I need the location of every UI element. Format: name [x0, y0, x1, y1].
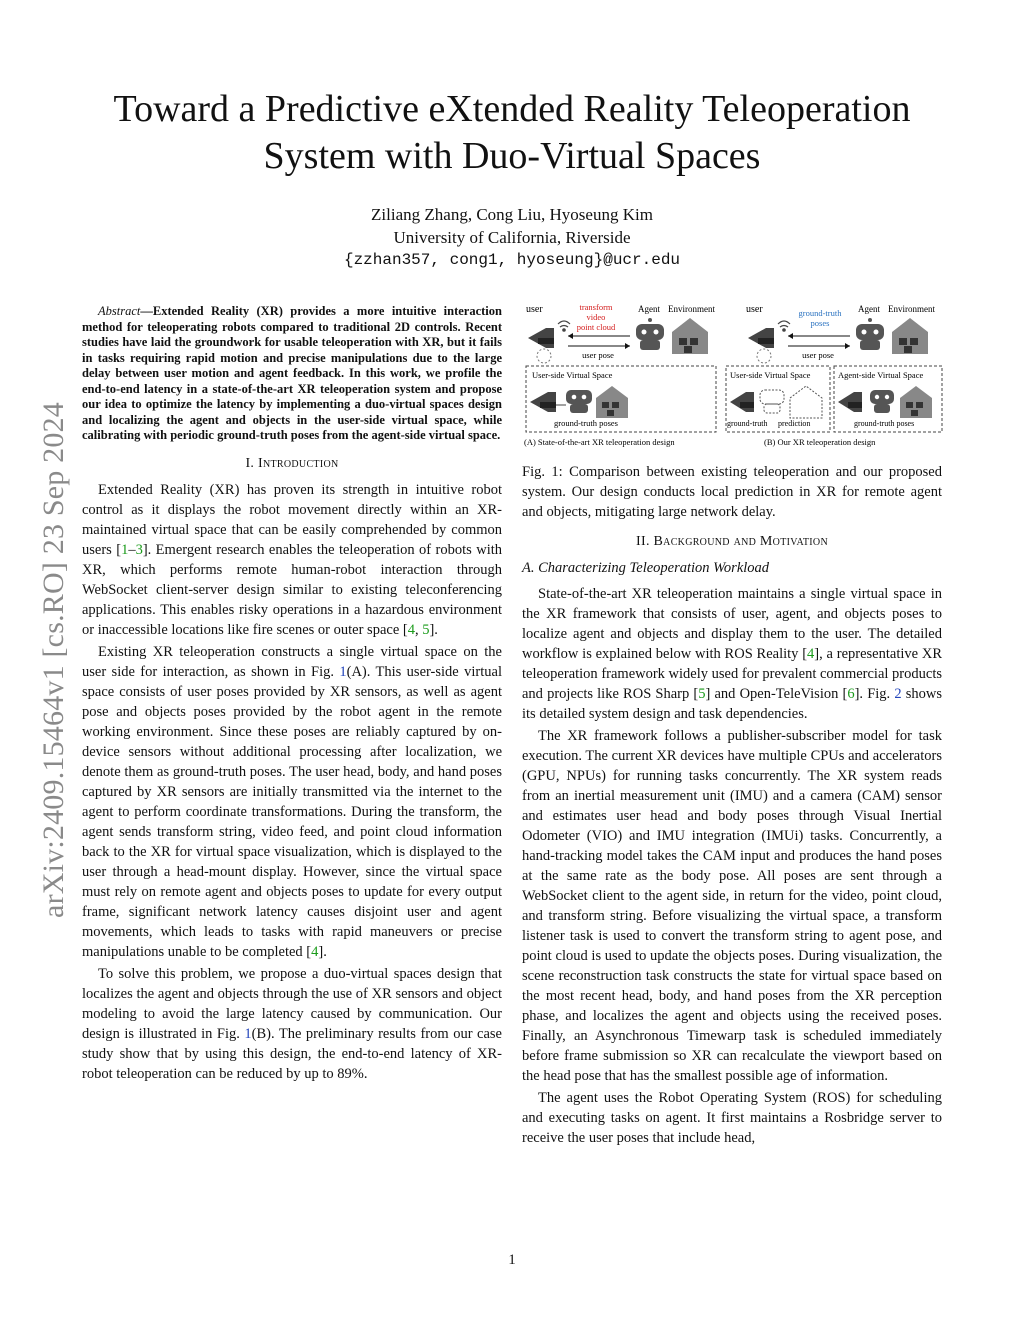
figure-1 [524, 298, 944, 448]
text: , [414, 621, 423, 638]
fig-label-user: user [746, 304, 763, 315]
robot-icon [870, 390, 894, 413]
intro-paragraph-3 [82, 964, 502, 1084]
fig-label-ground-truth-poses: ground-truth poses [854, 419, 915, 428]
citation-link[interactable]: 4 [311, 943, 319, 960]
background-paragraph-1 [522, 584, 942, 724]
wifi-icon [558, 321, 570, 331]
fig-label-prediction: prediction [778, 419, 811, 428]
fig-label-poses: poses [810, 318, 830, 328]
subsection-heading: A. Characterizing Teleoperation Workload [522, 560, 770, 576]
fig-label-user-pose: user pose [582, 350, 614, 360]
authors: Ziliang Zhang, Cong Liu, Hyoseung Kim [371, 205, 653, 224]
text: – [128, 541, 136, 558]
headset-icon [838, 392, 862, 412]
fig-label-environment: Environment [668, 304, 715, 314]
robot-icon [566, 390, 592, 413]
panel-b [726, 304, 942, 447]
headset-icon [730, 392, 754, 412]
fig-label-point-cloud: point cloud [576, 322, 616, 332]
text: ]. Emergent research enables the teleoperation of robots with XR, which performs remote human-robot interaction through WebSocket client-server design similar to existing teleconferencing applications. This enables risky operations in a hazardous environment or inaccessible locations like fire scenes or outer space [ [82, 541, 502, 638]
text: ]. [429, 621, 438, 638]
headset-icon [530, 392, 566, 412]
house-icon [900, 386, 932, 418]
text: ], a representative XR teleoperation framework widely used for prevalent commercial products and projects like ROS Sharp [ [522, 646, 942, 702]
background-paragraph-2: The XR framework follows a publisher-subscriber model for task execution. The current XR devices have multiple CPUs and accelerators (GPU, NPUs) for running tasks concurrently. The XR system reads from an inertial measurement unit (IMU) and a camera (CAM) sensor and estimates user head and body poses through Visual Inertial Odometer (VIO) and IMU integration (IMUi) tasks. Concurrently, a hand-tracking model takes the CAM input and produces the hand poses at the same rate as the body pose. All poses are sent through a WebSocket client to the agent side, in return for the video, point cloud, and transform string. Before visualizing the virtual space, a transform listener task is used to convert the transform string to agent pose, and point cloud is used to update the objects poses. During visualization, the scene reconstruction task constructs the state for virtual space based on the most recent head, body, and hand poses from the XR perception phase, and localizes the agent and objects using the received poses. Finally, an Asynchronous Timewarp task is scheduled immediately before frame submission so XR can recalculate the viewport based on the head pose that has the smallest possible age of information. [522, 728, 942, 1084]
abstract-text: —Extended Reality (XR) provides a more intuitive interaction method for teleoperating robots compared to traditional 2D controls. Recent studies have laid the groundwork for usable teleoperation with XR, but it fails in tasks requiring rapid motion and precise manipulations due to the large delay between user motion and agent feedback. In this work, we profile the end-to-end latency in a state-of-the-art XR teleoperation system and propose our idea to optimize the latency by implementing a duo-virtual spaces design and localizing the agent and objects in the user-side virtual space, while calibrating with periodic ground-truth poses from the agent-side virtual space. [82, 304, 502, 442]
citation-link[interactable]: 6 [847, 686, 855, 702]
fig-label-agent: Agent [638, 304, 660, 314]
arxiv-id: arXiv:2409.15464v1 [cs.RO] 23 Sep 2024 [37, 402, 70, 918]
citation-link[interactable]: 1 [121, 541, 129, 558]
text: State-of-the-art XR teleoperation maintains a single virtual space in the XR framework that consists of user, agent, and objects poses to localize agent and objects and display them to the user. The detailed workflow is explained below with ROS Reality [ [522, 586, 942, 662]
predicted-robot-icon [760, 390, 784, 413]
text: Existing XR teleoperation constructs a single virtual space on the user side for interaction, as shown in Fig. [82, 643, 502, 680]
abstract [82, 304, 502, 444]
intro-paragraph-1 [82, 480, 502, 640]
figure-link[interactable]: 1 [244, 1025, 252, 1042]
right-column [522, 462, 942, 1150]
text: Extended Reality (XR) has proven its strength in intuitive robot control as it displays the robot movement directly within an XR-maintained virtual space that can be easily comprehended by common users [ [82, 481, 502, 558]
robot-icon [636, 318, 664, 350]
paper-title: Toward a Predictive eXtended Reality Teleoperation System with Duo-Virtual Spaces [113, 88, 911, 177]
section-heading-intro: I. Introduction [245, 455, 339, 471]
fig-label-user-side-space: User-side Virtual Space [532, 370, 613, 380]
fig-label-user: user [526, 304, 543, 315]
text: (A). This user-side virtual space consists of user poses provided by XR sensors, as well as agent pose and objects poses provided by the robot agent in the remote working environment. Since these poses are reliably captured by on-device sensors without additional processing after localization, we denote them as ground-truth poses. The user head, body, and hand poses captured by XR sensors are initially transmitted via the internet to the agent to perform coordinate transformations. During the transform, the agent sends transform string, video feed, and point cloud information back to the XR for virtual space visualization, which is displayed to the user through a head-mount display. However, since the virtual space must rely on remote agent and objects poses to update for every output frame, significant network latency causes disjoint user and agent movements, which leads to tasks with rapid maneuvers or precise manipulations unable to be completed [ [82, 663, 502, 960]
text: To solve this problem, we propose a duo-virtual spaces design that localizes the agent and objects through the use of XR sensors and object modeling to avoid the large latency caused by communication. Our design is illustrated in Fig. [82, 965, 502, 1042]
page-number: 1 [508, 1252, 516, 1268]
headset-icon [748, 328, 774, 363]
arxiv-watermark [30, 350, 78, 970]
section-heading-background: II. Background and Motivation [636, 534, 828, 549]
citation-link[interactable]: 4 [807, 646, 815, 662]
house-icon [596, 386, 628, 418]
house-icon [672, 318, 708, 354]
wifi-icon [778, 321, 790, 331]
figure-link[interactable]: 2 [894, 686, 902, 702]
fig-label-transform: transform [579, 302, 613, 312]
fig-label-agent: Agent [858, 304, 880, 314]
house-icon [892, 318, 928, 354]
intro-paragraph-2 [82, 642, 502, 962]
caption-a: (A) State-of-the-art XR teleoperation design [524, 437, 675, 447]
figure-link[interactable]: 1 [339, 663, 347, 680]
fig-label-user-side-space: User-side Virtual Space [730, 370, 811, 380]
email: {zzhan357, cong1, hyoseung}@ucr.edu [343, 251, 681, 269]
left-column [82, 304, 502, 1086]
panel-a [524, 302, 716, 447]
caption-b: (B) Our XR teleoperation design [764, 437, 876, 447]
text: ] and Open-TeleVision [ [705, 686, 848, 702]
author-block [0, 203, 1024, 272]
headset-icon [528, 328, 554, 363]
background-paragraph-3: The agent uses the Robot Operating System (ROS) for scheduling and executing tasks on agent. It first maintains a Rosbridge server to receive the user poses that include head, [522, 1090, 942, 1146]
text: ]. Fig. [854, 686, 895, 702]
fig-label-ground-truth-poses: ground-truth poses [554, 418, 618, 428]
abstract-label: Abstract [98, 304, 141, 318]
citation-link[interactable]: 4 [407, 621, 415, 638]
fig-label-user-pose: user pose [802, 350, 834, 360]
fig-label-agent-side-space: Agent-side Virtual Space [838, 370, 924, 380]
fig-label-video: video [586, 312, 606, 322]
citation-link[interactable]: 5 [698, 686, 706, 702]
fig-label-ground-truth: ground-truth [727, 419, 768, 428]
figure-1-caption: Fig. 1: Comparison between existing teleoperation and our proposed system. Our design conducts local prediction in XR for remote agent and objects, mitigating large network delay. [522, 464, 942, 520]
text: (B). The preliminary results from our case study show that by using this design, the end-to-end latency of XR-robot teleoperation can be reduced by up to 89%. [82, 1025, 502, 1082]
citation-link[interactable]: 3 [135, 541, 143, 558]
text: ]. [318, 943, 327, 960]
robot-icon [856, 318, 884, 350]
fig-label-ground-truth: ground-truth [798, 308, 842, 318]
text: shows its detailed system design and task dependencies. [522, 686, 943, 722]
predicted-house-icon [790, 386, 822, 418]
affiliation: University of California, Riverside [393, 228, 631, 247]
citation-link[interactable]: 5 [422, 621, 430, 638]
fig-label-environment: Environment [888, 304, 935, 314]
